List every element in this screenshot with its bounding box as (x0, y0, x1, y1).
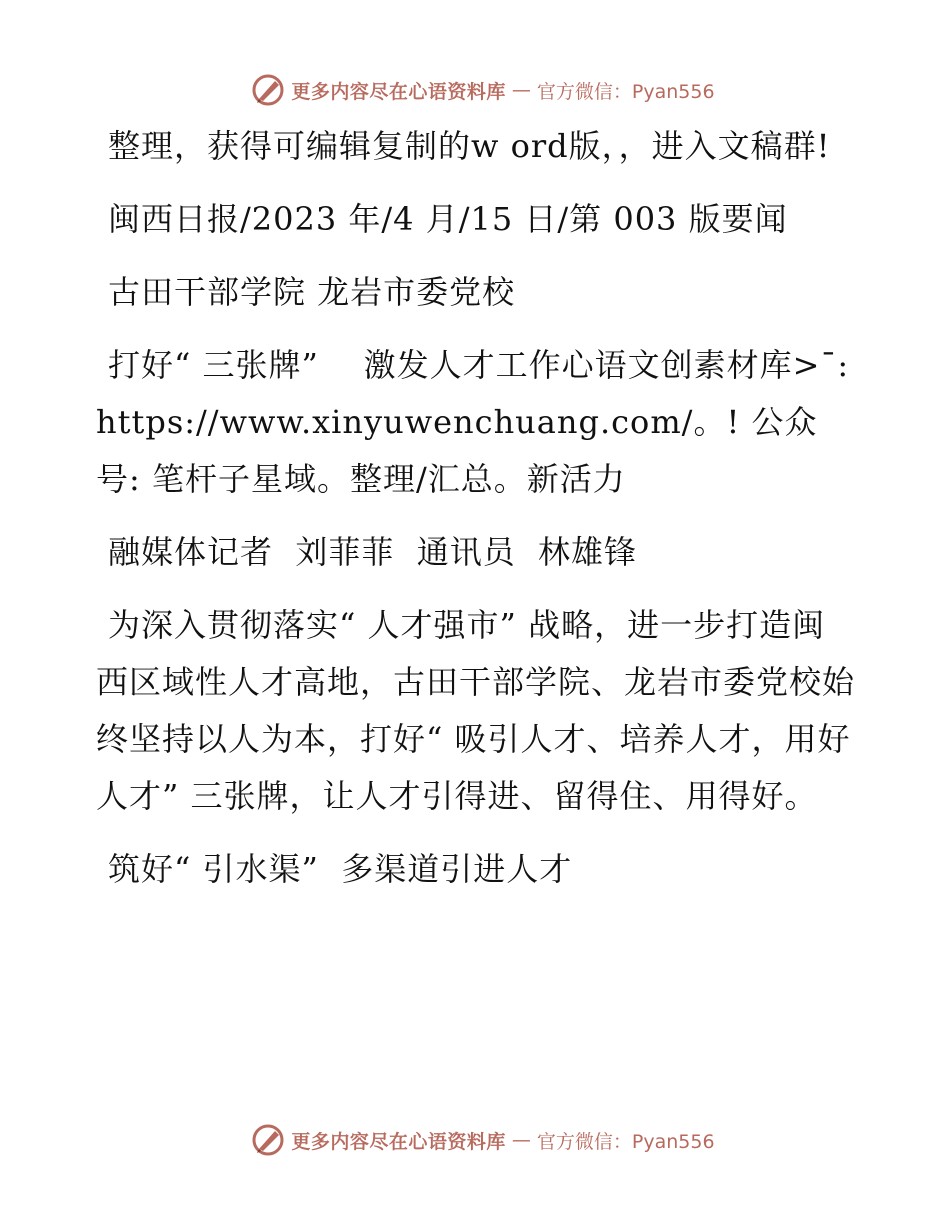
header-banner-inner (251, 73, 714, 107)
footer-banner (0, 1120, 950, 1160)
pen-logo-icon (251, 1123, 285, 1157)
paragraph-body: 为深入贯彻落实“ 人才强市” 战略，进一步打造闽西区域性人才高地，古田干部学院、龙岩市委党校始终坚持以人为本，打好“ 吸引人才、培养人才，用好人才” 三张牌，让人才引得进、留得住、用得好。 (96, 606, 856, 815)
paragraph-source: 闽西日报/2023 年/4 月/15 日/第 003 版要闻 (108, 200, 788, 238)
footer-banner-inner (251, 1123, 714, 1157)
pen-logo-icon (251, 73, 285, 107)
paragraph-headline: 打好“ 三张牌” 激发人才工作心语文创素材库>¯: https://www.xinyuwenchuang.com/。! 公众号: 笔杆子星域。整理/汇总。新活力 (96, 346, 861, 498)
banner-dash: — (511, 1129, 531, 1151)
document-body (96, 118, 861, 914)
banner-slogan: 更多内容尽在心语资料库 (291, 1130, 506, 1153)
banner-wechat: 官方微信：Pyan556 (536, 80, 715, 103)
paragraph-subheading: 筑好“ 引水渠” 多渠道引进人才 (108, 850, 573, 888)
banner-slogan: 更多内容尽在心语资料库 (291, 80, 506, 103)
paragraph-intro: 整理，获得可编辑复制的w ord版，，进入文稿群! (108, 127, 831, 165)
banner-dash: — (511, 79, 531, 101)
paragraph-byline: 融媒体记者 刘菲菲 通讯员 林雄锋 (108, 533, 638, 571)
header-banner (0, 70, 950, 110)
banner-wechat: 官方微信：Pyan556 (536, 1130, 715, 1153)
paragraph-institution: 古田干部学院 龙岩市委党校 (108, 273, 516, 311)
